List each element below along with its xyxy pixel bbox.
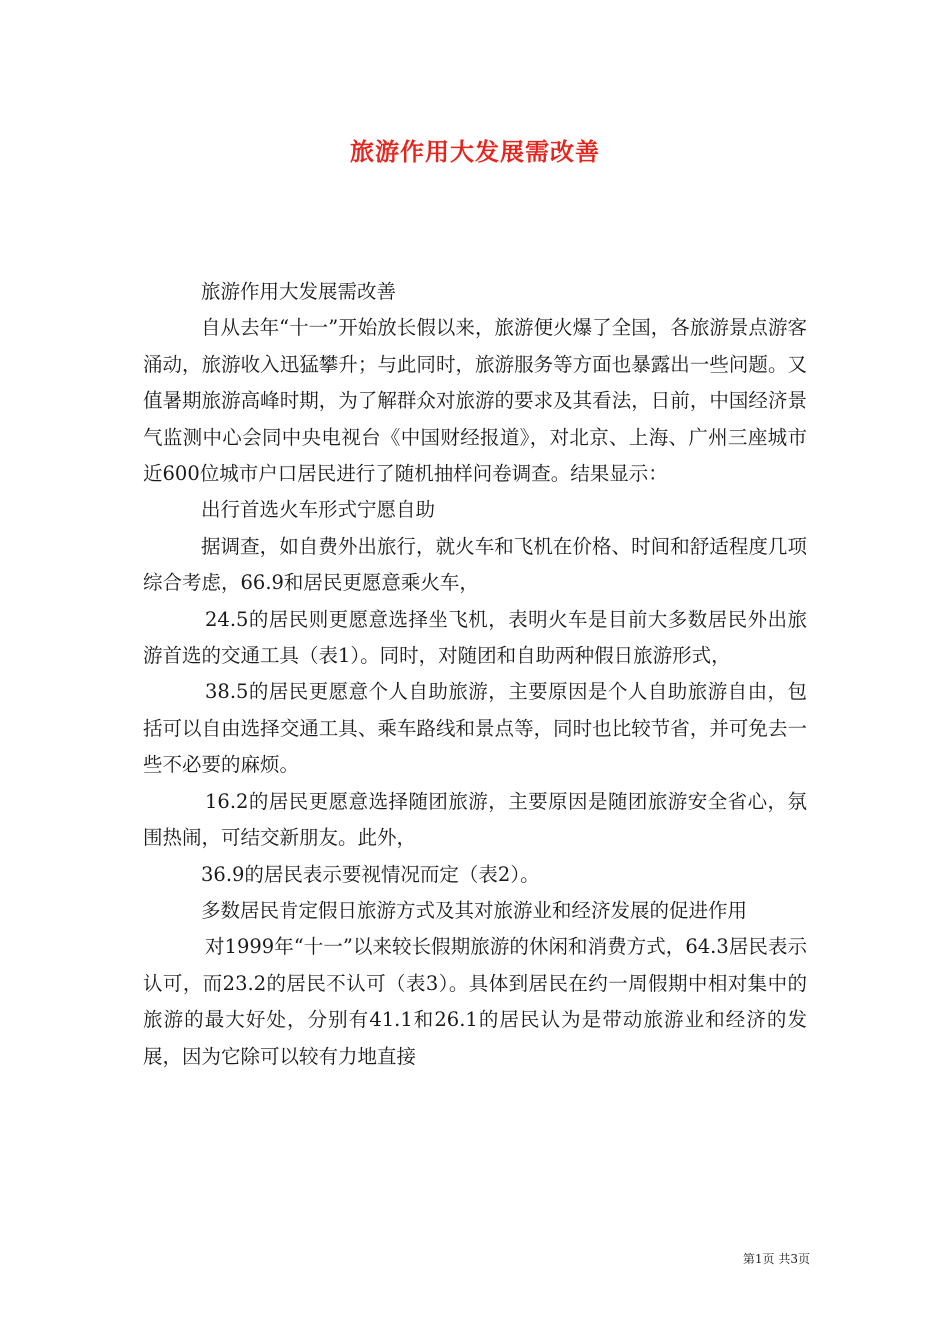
- paragraph: 旅游作用大发展需改善: [201, 280, 397, 303]
- paragraph: 自从去年“十一”开始放长假以来，旅游便火爆了全国，各旅游景点游客涌动，旅游收入迅猛攀升；与此同时，旅游服务等方面也暴露出一些问题。又值暑期旅游高峰时期，为了解群众对旅游的要求及其看法，日前，中国经济景气监测中心会同中央电视台《中国财经报道》，对北京、上海、广州三座城市近600位城市户口居民进行了随机抽样问卷调查。结果显示：: [143, 316, 807, 486]
- paragraph: 对1999年“十一”以来较长假期旅游的休闲和消费方式，64.3居民表示认可，而23.2的居民不认可（表3）。具体到居民在约一周假期中相对集中的旅游的最大好处，分别有41.1和26.1的居民认为是带动旅游业和经济的发展，因为它除可以较有力地直接: [143, 935, 807, 1068]
- paragraph: 多数居民肯定假日旅游方式及其对旅游业和经济发展的促进作用: [201, 898, 748, 922]
- document-body: [143, 274, 807, 1075]
- paragraph: 据调查，如自费外出旅行，就火车和飞机在价格、时间和舒适程度几项综合考虑，66.9和居民更愿意乘火车，: [143, 534, 807, 595]
- paragraph: 38.5的居民更愿意个人自助旅游，主要原因是个人自助旅游自由，包括可以自由选择交通工具、乘车路线和景点等，同时也比较节省，并可免去一些不必要的麻烦。: [143, 680, 807, 777]
- paragraph: 36.9的居民表示要视情况而定（表2）。: [201, 862, 540, 886]
- page-title: 旅游作用大发展需改善: [350, 137, 600, 166]
- paragraph: 16.2的居民更愿意选择随团旅游，主要原因是随团旅游安全省心，氛围热闹，可结交新朋友。此外，: [143, 789, 807, 850]
- page-indicator: 第1页 共3页: [742, 1252, 810, 1266]
- paragraph: 出行首选火车形式宁愿自助: [201, 498, 436, 522]
- paragraph: 24.5的居民则更愿意选择坐飞机，表明火车是目前大多数居民外出旅游首选的交通工具（表1）。同时，对随团和自助两种假日旅游形式，: [143, 607, 807, 668]
